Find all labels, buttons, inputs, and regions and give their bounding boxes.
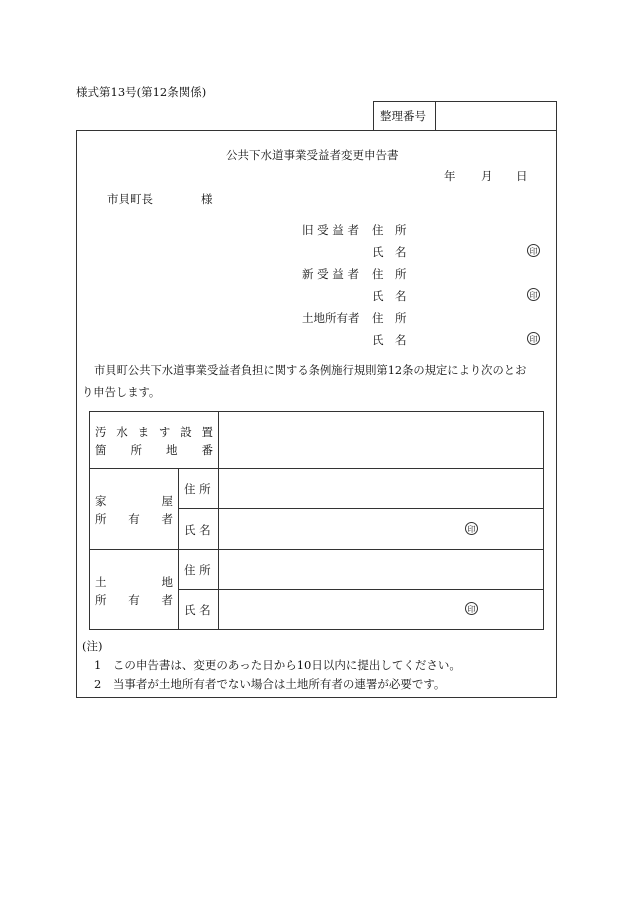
- sewer-box-location-label-line1: 汚 水 ま す 設 置: [95, 425, 213, 439]
- old-beneficiary-seal-icon: 印: [527, 244, 540, 257]
- land-owner-table-name-label: 氏 名: [184, 603, 211, 617]
- body-text-line2: り申告します。: [82, 386, 161, 399]
- land-owner-seal-icon: 印: [527, 332, 540, 345]
- old-beneficiary-label: 旧 受 益 者: [302, 223, 359, 237]
- land-owner-table-address-label: 住 所: [184, 563, 211, 577]
- land-owner-table-seal-icon: 印: [465, 602, 478, 615]
- addressee: 市貝町長: [107, 192, 153, 206]
- table-row-divider-4: [178, 589, 544, 590]
- note-2: 2 当事者が土地所有者でない場合は土地所有者の連署が必要です。: [94, 677, 446, 691]
- house-owner-label-line1: 家 屋: [95, 494, 173, 508]
- house-owner-name-label: 氏 名: [184, 523, 211, 537]
- land-owner-table-label-line2: 所 有 者: [95, 593, 173, 607]
- seiri-number-label: 整理番号: [380, 109, 426, 123]
- table-row-divider-1: [89, 468, 544, 469]
- date-year-label: 年: [444, 169, 456, 183]
- note-1: 1 この申告書は、変更のあった日から10日以内に提出してください。: [94, 658, 461, 672]
- new-beneficiary-label: 新 受 益 者: [302, 267, 359, 281]
- house-owner-seal-icon: 印: [465, 522, 478, 535]
- land-owner-label: 土地所有者: [302, 311, 360, 325]
- house-owner-address-label: 住 所: [184, 482, 211, 496]
- new-beneficiary-name-label: 氏 名: [372, 289, 407, 303]
- form-title: 公共下水道事業受益者変更申告書: [226, 148, 399, 162]
- land-owner-name-label: 氏 名: [372, 333, 407, 347]
- table-row-divider-3: [89, 549, 544, 550]
- date-day-label: 日: [516, 169, 528, 183]
- land-owner-address-label: 住 所: [372, 311, 407, 325]
- table-main-divider: [218, 411, 219, 630]
- seiri-number-field[interactable]: [436, 102, 556, 130]
- body-text-line1: 市貝町公共下水道事業受益者負担に関する条例施行規則第12条の規定により次のとお: [94, 364, 527, 377]
- land-owner-table-label-line1: 土 地: [95, 575, 173, 589]
- form-number: 様式第13号(第12条関係): [76, 85, 207, 99]
- table-row-divider-2: [178, 508, 544, 509]
- notes-heading: (注): [82, 639, 103, 653]
- new-beneficiary-seal-icon: 印: [527, 288, 540, 301]
- addressee-suffix: 様: [201, 192, 213, 206]
- house-owner-label-line2: 所 有 者: [95, 512, 173, 526]
- date-month-label: 月: [481, 169, 493, 183]
- new-beneficiary-address-label: 住 所: [372, 267, 407, 281]
- old-beneficiary-name-label: 氏 名: [372, 245, 407, 259]
- table-sub-divider: [178, 468, 179, 630]
- old-beneficiary-address-label: 住 所: [372, 223, 407, 237]
- sewer-box-location-label-line2: 箇 所 地 番: [95, 443, 213, 457]
